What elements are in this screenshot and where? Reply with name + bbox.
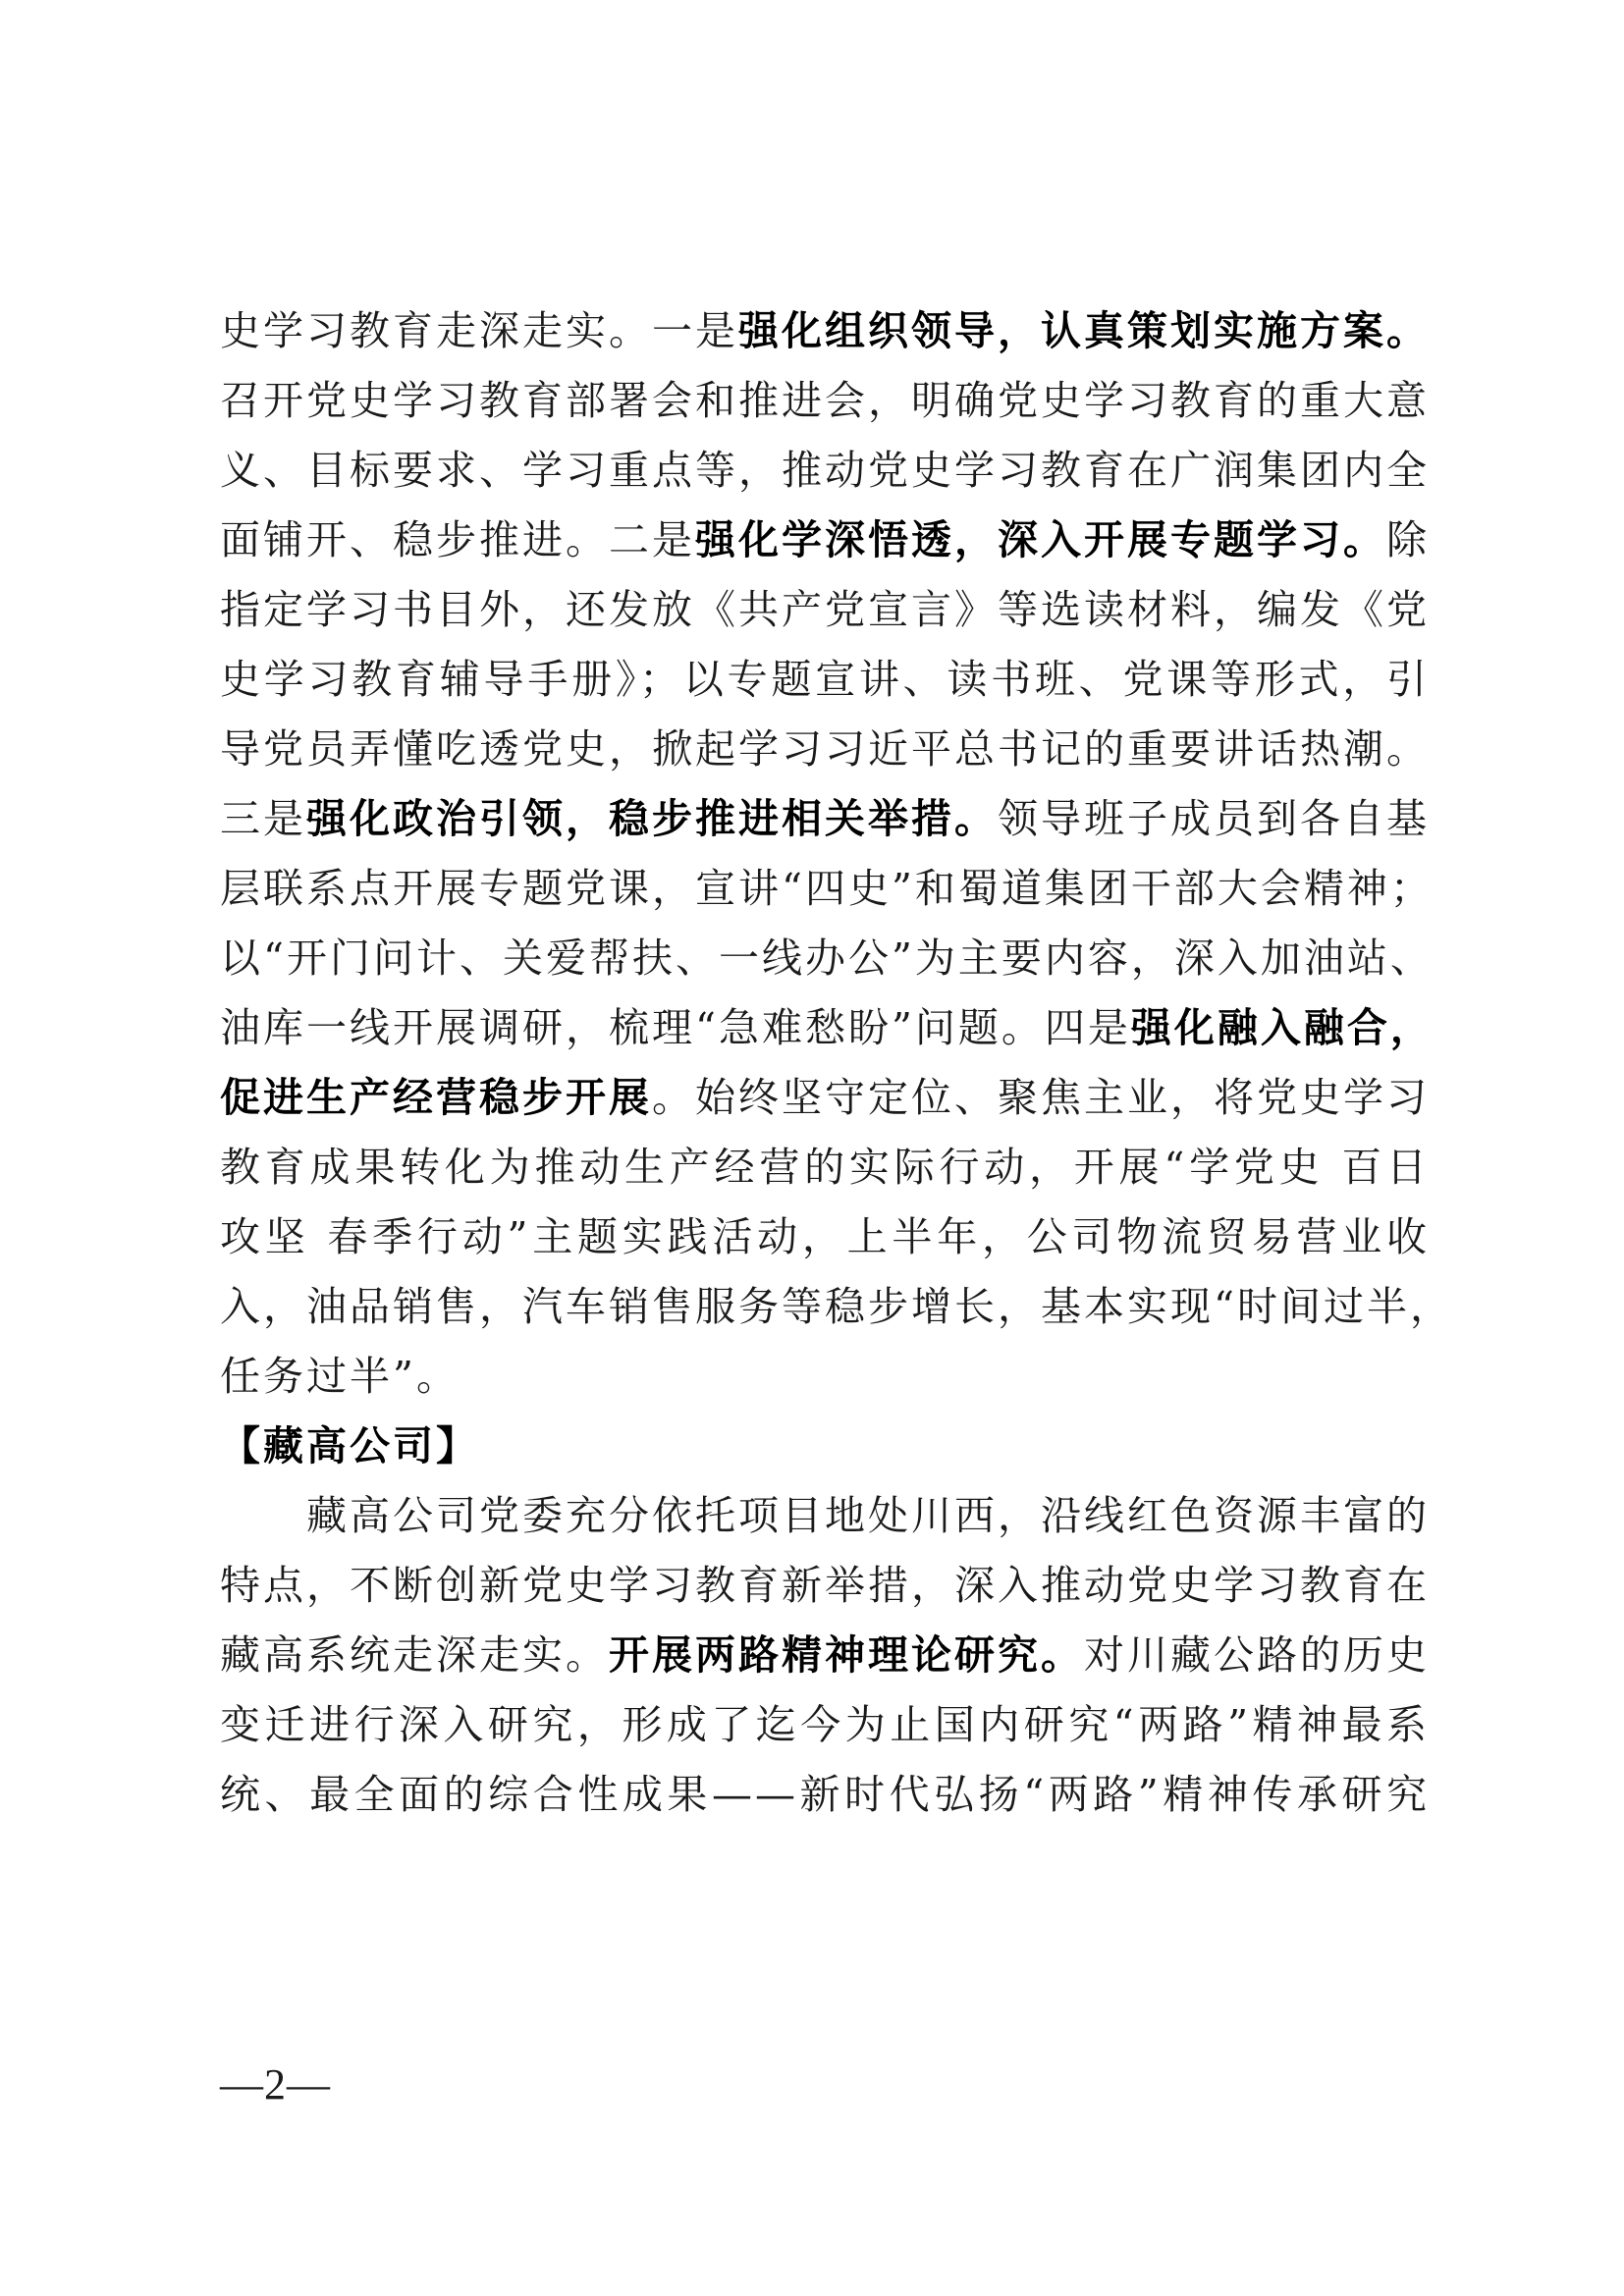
section-heading — [220, 1412, 1430, 1481]
text-line — [220, 645, 1430, 715]
text-segment: 藏高公司党委充分依托项目地处川西，沿线红色资源丰富的 — [220, 1492, 1430, 1539]
text-line — [220, 854, 1434, 924]
text-line — [220, 506, 1430, 575]
bold-text-segment: 强化政治引领，稳步推进相关举措。 — [306, 795, 998, 842]
text-segment: 对川藏公路的历史 — [1084, 1631, 1430, 1679]
text-line — [220, 1551, 1430, 1621]
text-segment: 召开党史学习教育部署会和推进会，明确党史学习教育的重大意 — [220, 377, 1430, 424]
text-segment: 油库一线开展调研，梳理“急难愁盼”问题。四是 — [220, 1004, 1131, 1051]
text-line — [220, 993, 1434, 1063]
text-line — [220, 1202, 1430, 1272]
text-segment: 变迁进行深入研究，形成了迄今为止国内研究“两路”精神最系 — [220, 1701, 1430, 1748]
text-line — [220, 1342, 1430, 1412]
text-segment: 。始终坚守定位、聚焦主业，将党史学习 — [652, 1074, 1430, 1121]
text-segment: 入，油品销售，汽车销售服务等稳步增长，基本实现“时间过半， — [220, 1283, 1453, 1330]
text-segment: 任务过半”。 — [220, 1353, 460, 1400]
bold-text-segment: 开展两路精神理论研究。 — [609, 1631, 1084, 1679]
text-line — [220, 1621, 1430, 1690]
text-line — [220, 1690, 1430, 1760]
text-line — [220, 1063, 1430, 1133]
text-segment: 以“开门问计、关爱帮扶、一线办公”为主要内容，深入加油站、 — [220, 934, 1434, 982]
text-line — [220, 784, 1430, 854]
text-segment: 指定学习书目外，还发放《共产党宣言》等选读材料，编发《党 — [220, 586, 1430, 633]
text-segment: 三是 — [220, 795, 306, 842]
bold-text-segment: 强化融入融合， — [1130, 1004, 1434, 1051]
text-segment: 特点，不断创新党史学习教育新举措，深入推动党史学习教育在 — [220, 1562, 1430, 1609]
text-segment: 层联系点开展专题党课，宣讲“四史”和蜀道集团干部大会精神； — [220, 865, 1434, 912]
body-text — [220, 296, 1453, 1830]
text-segment: 面铺开、稳步推进。二是 — [220, 516, 695, 563]
text-line — [220, 296, 1430, 366]
bold-text-segment: 促进生产经营稳步开展 — [220, 1074, 652, 1121]
bold-text-segment: 强化学深悟透，深入开展专题学习。 — [695, 516, 1386, 563]
text-segment: 领导班子成员到各自基 — [998, 795, 1430, 842]
text-segment: 攻坚 春季行动”主题实践活动，上半年，公司物流贸易营业收 — [220, 1213, 1430, 1260]
text-segment: 统、最全面的综合性成果——新时代弘扬“两路”精神传承研究 — [220, 1771, 1430, 1818]
bold-text-segment: 强化组织领导，认真策划实施方案。 — [738, 307, 1430, 354]
text-segment: 史学习教育辅导手册》；以专题宣讲、读书班、党课等形式，引 — [220, 656, 1430, 703]
text-line — [220, 1133, 1430, 1202]
text-line — [220, 436, 1430, 506]
text-segment: 义、目标要求、学习重点等，推动党史学习教育在广润集团内全 — [220, 447, 1430, 494]
bold-text-segment: 【藏高公司】 — [220, 1422, 479, 1469]
text-segment: 教育成果转化为推动生产经营的实际行动，开展“学党史 百日 — [220, 1144, 1430, 1191]
text-line — [220, 715, 1430, 784]
text-line — [220, 1760, 1430, 1830]
text-segment: 除 — [1386, 516, 1430, 563]
text-line — [220, 575, 1430, 645]
text-line — [220, 924, 1434, 993]
text-line — [220, 366, 1430, 436]
text-line — [220, 1272, 1453, 1342]
text-segment: 导党员弄懂吃透党史，掀起学习习近平总书记的重要讲话热潮。 — [220, 725, 1430, 773]
text-segment: 藏高系统走深走实。 — [220, 1631, 609, 1679]
text-segment: 史学习教育走深走实。一是 — [220, 307, 738, 354]
page-number: —2— — [220, 2060, 331, 2109]
text-line — [220, 1481, 1430, 1551]
